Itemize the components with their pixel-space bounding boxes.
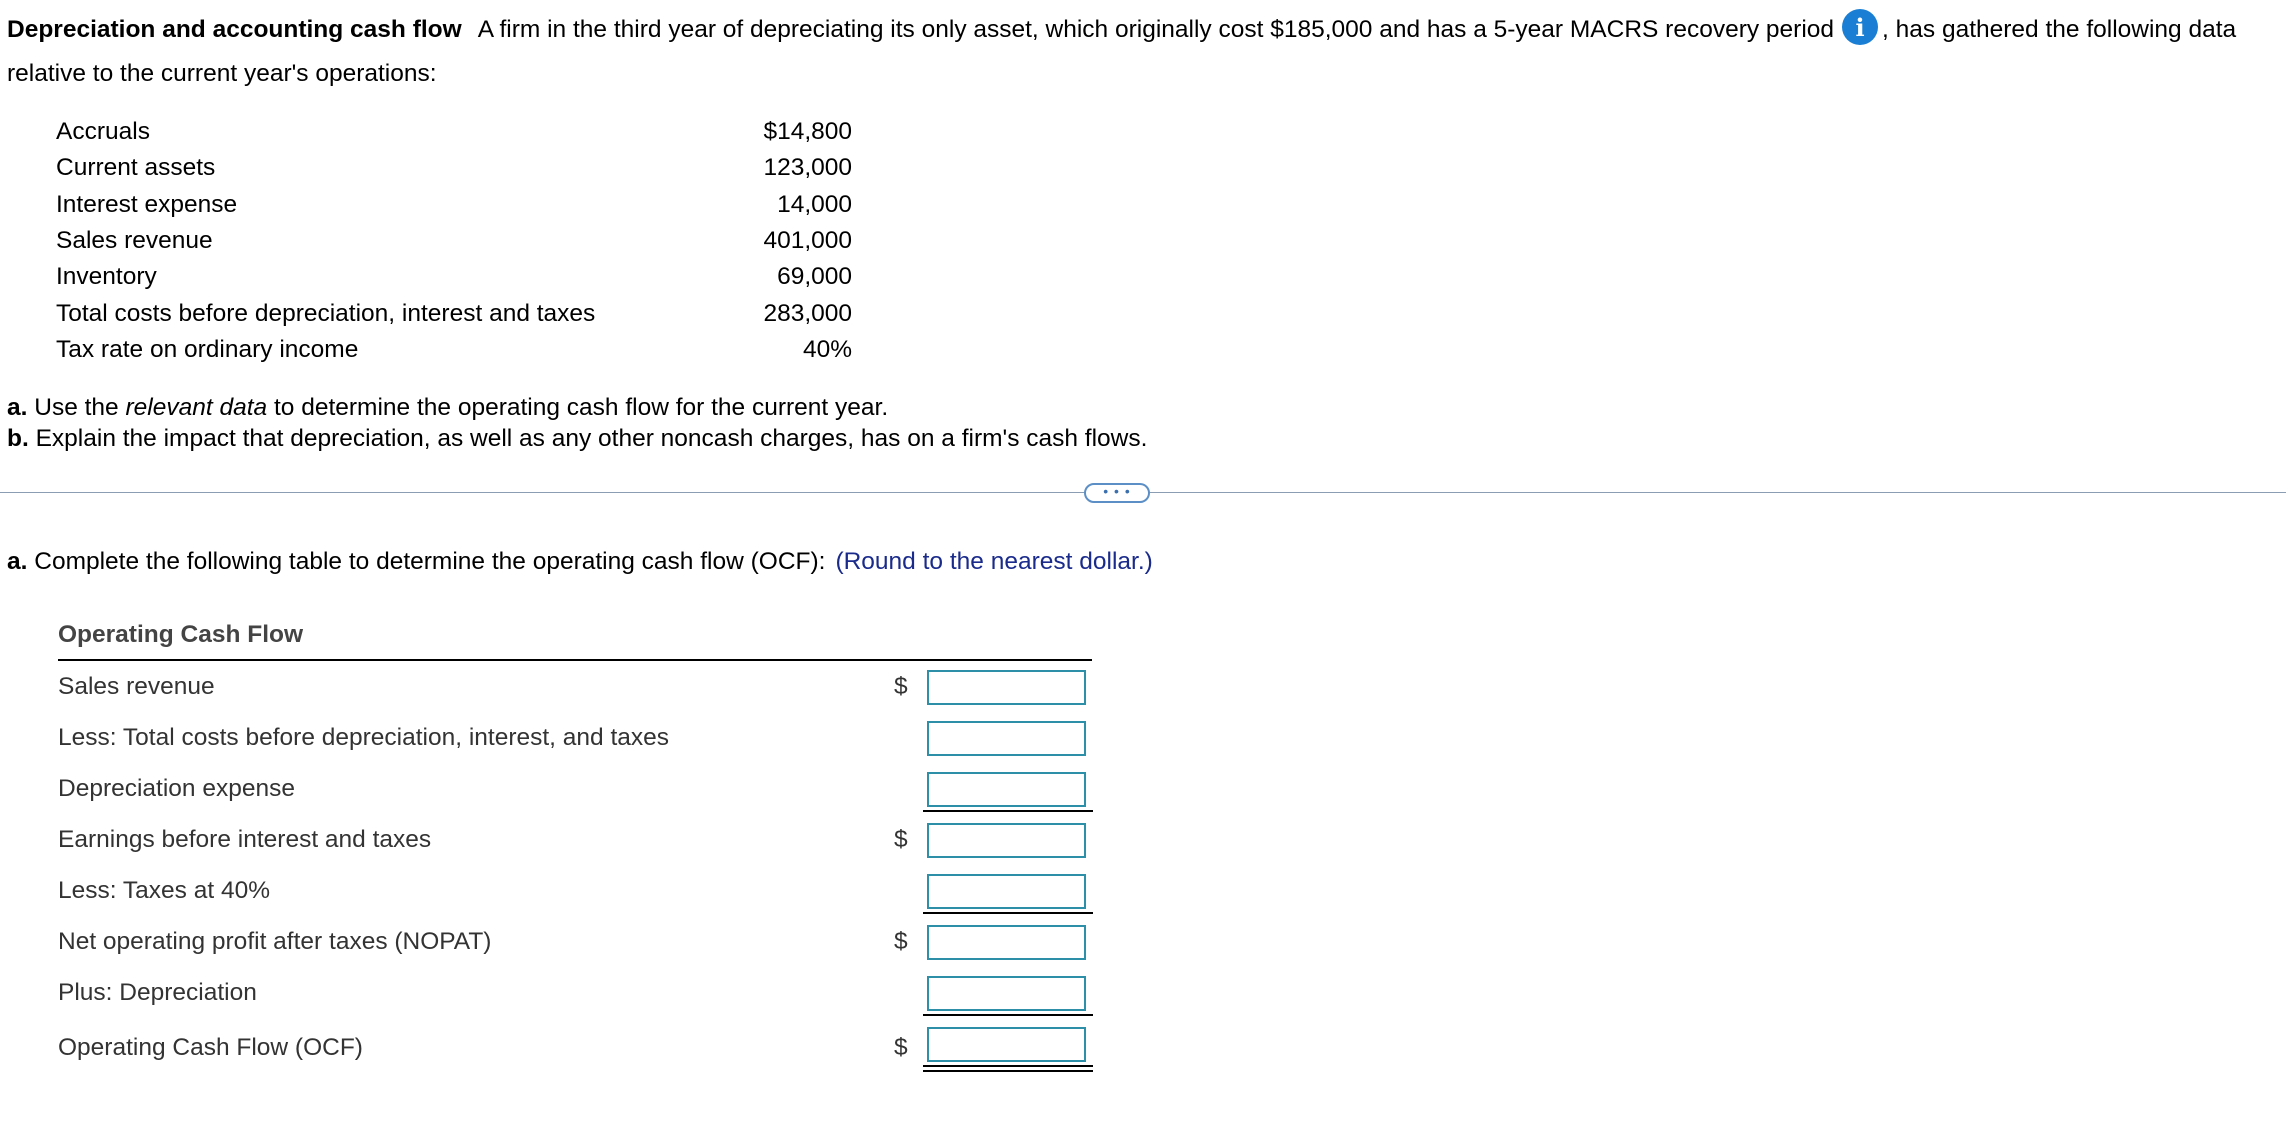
data-value: 283,000 (763, 299, 852, 327)
data-row (56, 223, 852, 259)
question-a-text: Use the (27, 394, 126, 421)
ocf-row-nopat (58, 923, 1098, 974)
question-a-italic: relevant data (125, 394, 268, 421)
part-a-prefix: a. (7, 548, 28, 575)
dollar-sign: $ (894, 673, 908, 700)
part-a-text: Complete the following table to determine the operating cash flow (OCF): (27, 548, 826, 575)
question-a-text-end: to determine the operating cash flow for the current year. (267, 394, 889, 421)
problem-text-before-icon: A firm in the third year of depreciating its only asset, which originally cost $185,000 and has a 5-year MACRS recovery period (477, 16, 1835, 43)
ocf-row-label: Operating Cash Flow (OCF) (58, 1034, 363, 1061)
question-a (7, 392, 1147, 423)
info-icon[interactable] (1842, 9, 1878, 45)
subtotal-underline (923, 1014, 1093, 1016)
ocf-row-label: Sales revenue (58, 673, 215, 700)
data-row (56, 150, 852, 186)
data-value: 40% (802, 335, 852, 363)
data-label: Interest expense (56, 190, 238, 218)
data-row (56, 295, 852, 331)
given-data-table (56, 114, 852, 368)
question-b-text: Explain the impact that depreciation, as well as any other noncash charges, has on a firm's cash flows. (28, 425, 1148, 452)
data-row (56, 187, 852, 223)
data-value: 14,000 (777, 190, 852, 218)
ocf-row-label: Depreciation expense (58, 775, 295, 802)
ocf-table-header: Operating Cash Flow (58, 621, 1092, 661)
question-b (7, 423, 1147, 454)
total-double-underline-top (923, 1065, 1093, 1067)
info-icon-glyph: i (1855, 12, 1865, 42)
problem-title: Depreciation and accounting cash flow (7, 16, 462, 43)
ocf-row-ocf (58, 1025, 1098, 1076)
data-row (56, 332, 852, 368)
part-a-instruction (7, 548, 1153, 576)
plus-depreciation-input[interactable] (927, 976, 1086, 1011)
dollar-sign: $ (894, 1034, 908, 1061)
data-value: 123,000 (763, 154, 852, 182)
ocf-row-sales-revenue (58, 668, 1098, 719)
question-b-prefix: b. (7, 425, 29, 452)
data-label: Accruals (56, 118, 150, 146)
sales-revenue-input[interactable] (927, 670, 1086, 705)
ocf-input[interactable] (927, 1027, 1086, 1062)
ocf-row-label: Less: Total costs before depreciation, interest, and taxes (58, 724, 670, 751)
nopat-input[interactable] (927, 925, 1086, 960)
data-value: 401,000 (763, 227, 852, 255)
data-row (56, 114, 852, 150)
subtotal-underline (923, 912, 1093, 914)
data-label: Total costs before depreciation, interest and taxes (56, 299, 596, 327)
data-row (56, 259, 852, 295)
rounding-hint: (Round to the nearest dollar.) (835, 548, 1153, 575)
depreciation-expense-input[interactable] (927, 772, 1086, 807)
taxes-input[interactable] (927, 874, 1086, 909)
ocf-row-label: Earnings before interest and taxes (58, 826, 432, 853)
ocf-row-plus-depreciation (58, 974, 1098, 1025)
ebit-input[interactable] (927, 823, 1086, 858)
data-label: Inventory (56, 263, 157, 291)
ocf-row-total-costs (58, 719, 1098, 770)
ocf-row-ebit (58, 821, 1098, 872)
data-value: $14,800 (763, 118, 852, 146)
question-a-prefix: a. (7, 394, 28, 421)
subtotal-underline (923, 810, 1093, 812)
expand-more-button[interactable]: • • • (1084, 483, 1150, 503)
ocf-row-taxes (58, 872, 1098, 923)
data-label: Current assets (56, 154, 216, 182)
ocf-row-label: Plus: Depreciation (58, 979, 257, 1006)
problem-text-after-icon: , has gathered the following data relative to the current year's operations: (7, 16, 2237, 87)
dollar-sign: $ (894, 826, 908, 853)
ocf-row-depreciation-expense (58, 770, 1098, 821)
data-value: 69,000 (777, 263, 852, 291)
ocf-row-label: Less: Taxes at 40% (58, 877, 271, 904)
total-double-underline-bottom (923, 1070, 1093, 1072)
data-label: Sales revenue (56, 227, 213, 255)
total-costs-input[interactable] (927, 721, 1086, 756)
dollar-sign: $ (894, 928, 908, 955)
problem-statement (7, 8, 2247, 96)
data-label: Tax rate on ordinary income (56, 335, 359, 363)
questions (7, 392, 1147, 454)
ocf-row-label: Net operating profit after taxes (NOPAT) (58, 928, 492, 955)
